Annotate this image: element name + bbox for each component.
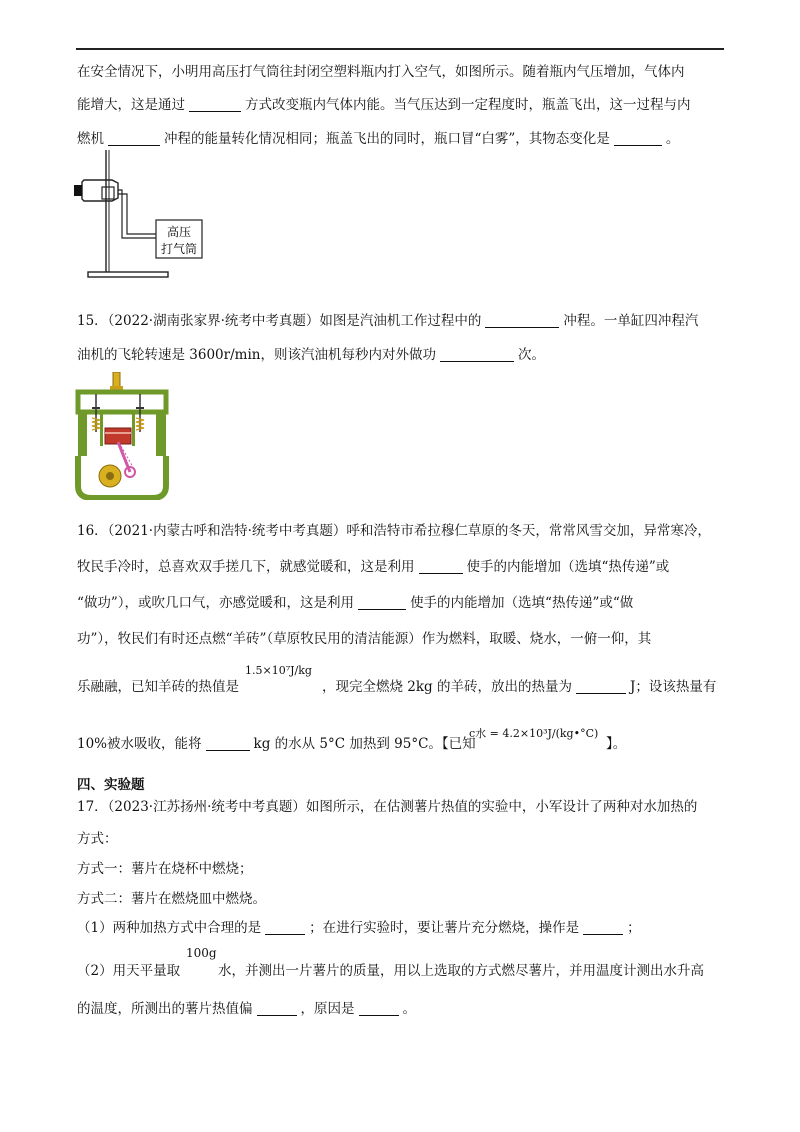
q16-line-6-end: 】。 [606, 736, 627, 752]
q14-line-2 [77, 96, 691, 114]
q17-line-1: 17．（2023·江苏扬州·统考中考真题）如图所示，在估测薯片热值的实验中，小军设计了两种对水加热的 [77, 799, 698, 815]
q14-text: 方式改变瓶内气体内能。当气压达到一定程度时，瓶盖飞出，这一过程与内 [245, 97, 691, 113]
q16-line-4: 功”），牧民们有时还点燃“羊砖”（草原牧民用的清洁能源）作为燃料，取暖、烧水，一俯一仰，其 [77, 631, 652, 647]
q17-text: （1）两种加热方式中合理的是 [77, 920, 262, 936]
q17-line-4: 方式二：薯片在燃烧皿中燃烧。 [77, 891, 266, 907]
q14-line-3 [77, 130, 679, 148]
water-specific-heat-formula: c水 = 4.2×10³J/(kg•°C) [469, 727, 599, 740]
q16-line-6 [77, 735, 476, 753]
q16-line-5 [77, 678, 239, 696]
q17-text: ，原因是 [300, 1001, 355, 1017]
answer-blank [583, 920, 623, 935]
pump-label-line-1: 高压 [166, 225, 192, 239]
q17-line-6-rest: 水，并测出一片薯片的质量，用以上选取的方式燃尽薯片，并用温度计测出水升高 [218, 963, 704, 979]
engine-stroke-figure [72, 372, 172, 500]
section-heading: 四、实验题 [77, 777, 145, 793]
q17-text: ； [627, 920, 641, 936]
answer-blank [358, 595, 406, 610]
q14-line-1: 在安全情况下，小明用高压打气筒往封闭空塑料瓶内打入空气，如图所示。随着瓶内气压增加，气体内 [77, 64, 685, 80]
q15-line-2 [77, 346, 545, 364]
answer-blank [576, 679, 626, 694]
answer-blank [257, 1001, 297, 1016]
q16-text: 10%被水吸收，能将 [77, 736, 202, 752]
pump-label-line-2: 打气筒 [160, 242, 198, 256]
q16-text: 牧民手冷时，总喜欢双手搓几下，就感觉暖和，这是利用 [77, 559, 415, 575]
q15-text: 15．（2022·湖南张家界·统考中考真题）如图是汽油机工作过程中的 [77, 313, 482, 329]
q16-text: kg 的水从 5°C 加热到 95°C。【已知 [253, 736, 476, 752]
q15-line-1 [77, 312, 698, 330]
q14-text: 燃机 [77, 131, 104, 147]
q16-text: J；设该热量有 [630, 679, 717, 695]
q17-text: （2）用天平量取 [77, 963, 181, 979]
answer-blank [265, 920, 305, 935]
q16-line-2 [77, 558, 669, 576]
q17-line-2: 方式： [77, 831, 118, 847]
answer-blank [108, 131, 160, 146]
q16-line-1: 16．（2021·内蒙古呼和浩特·统考中考真题）呼和浩特市希拉穆仁草原的冬天，常常风雪交加，异常寒冷， [77, 523, 711, 539]
q17-text: ；在进行实验时，要让薯片充分燃烧，操作是 [309, 920, 580, 936]
mass-value: 100g [186, 946, 217, 960]
q14-text: 。 [665, 131, 680, 147]
answer-blank [206, 736, 250, 751]
heat-value-formula: 1.5×10⁷J/kg [245, 664, 312, 677]
answer-blank [189, 97, 241, 112]
pump-apparatus-figure [72, 150, 212, 282]
q16-text: 乐融融，已知羊砖的热值是 [77, 679, 239, 695]
q16-text: “做功”），或吹几口气，亦感觉暖和，这是利用 [77, 595, 355, 611]
q16-line-5-rest [322, 678, 716, 696]
q16-text: 使手的内能增加（选填“热传递”或 [466, 559, 670, 575]
q16-text: 使手的内能增加（选填“热传递”或“做 [410, 595, 634, 611]
q17-line-5 [77, 919, 641, 937]
q16-line-3 [77, 594, 633, 612]
answer-blank [359, 1001, 399, 1016]
answer-blank [614, 131, 662, 146]
q16-text: ，现完全燃烧 2kg 的羊砖，放出的热量为 [322, 679, 572, 695]
q17-line-7 [77, 1000, 416, 1018]
answer-blank [485, 313, 559, 328]
q14-text: 能增大，这是通过 [77, 97, 185, 113]
q15-text: 油机的飞轮转速是 3600r/min，则该汽油机每秒内对外做功 [77, 347, 436, 363]
q17-line-6 [77, 962, 180, 980]
top-rule [76, 48, 724, 50]
answer-blank [440, 347, 514, 362]
q17-text: 的温度，所测出的薯片热值偏 [77, 1001, 253, 1017]
q14-text: 冲程的能量转化情况相同；瓶盖飞出的同时，瓶口冒“白雾”，其物态变化是 [164, 131, 610, 147]
q17-line-3: 方式一：薯片在烧杯中燃烧； [77, 861, 253, 877]
answer-blank [419, 559, 463, 574]
q15-text: 次。 [517, 347, 545, 363]
q15-text: 冲程。一单缸四冲程汽 [563, 313, 699, 329]
q17-text: 。 [402, 1001, 416, 1017]
